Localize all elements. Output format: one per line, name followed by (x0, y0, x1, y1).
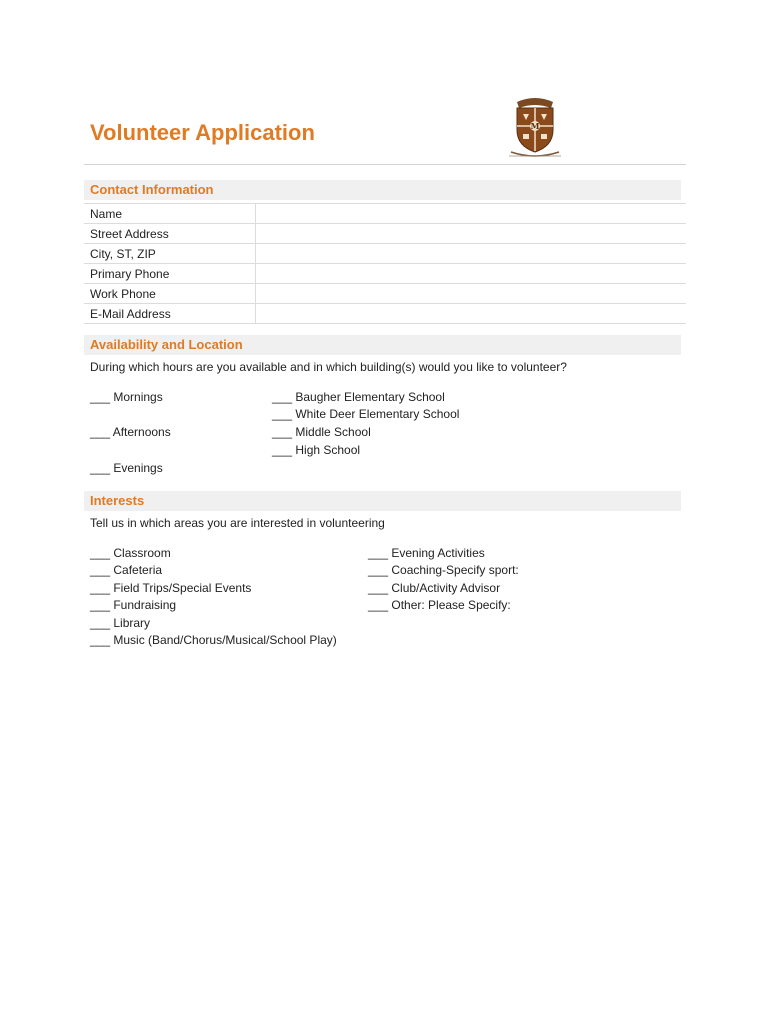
building-option-baugher[interactable]: ___ Baugher Elementary School (272, 390, 445, 404)
table-row (84, 244, 686, 264)
interest-cafeteria[interactable]: ___ Cafeteria (90, 563, 163, 577)
street-address-field[interactable] (256, 224, 687, 244)
school-crest-icon (503, 96, 567, 160)
interest-coaching[interactable]: ___ Coaching-Specify sport: (368, 563, 519, 577)
work-phone-label: Work Phone (84, 284, 256, 304)
table-row (84, 224, 686, 244)
interest-field-trips[interactable]: ___ Field Trips/Special Events (90, 581, 252, 595)
interest-library[interactable]: ___ Library (90, 616, 151, 630)
time-option-evenings[interactable]: ___ Evenings (90, 461, 163, 475)
table-row (84, 204, 686, 224)
interest-fundraising[interactable]: ___ Fundraising (90, 598, 177, 612)
interest-club-advisor[interactable]: ___ Club/Activity Advisor (368, 581, 501, 595)
email-field[interactable] (256, 304, 687, 324)
interests-section-header: Interests (84, 491, 681, 511)
interest-evening-activities[interactable]: ___ Evening Activities (368, 546, 485, 560)
table-row (84, 264, 686, 284)
table-row (84, 304, 686, 324)
city-state-zip-field[interactable] (256, 244, 687, 264)
interest-other[interactable]: ___ Other: Please Specify: (368, 598, 511, 612)
primary-phone-label: Primary Phone (84, 264, 256, 284)
city-state-zip-label: City, ST, ZIP (84, 244, 256, 264)
name-label: Name (84, 204, 256, 224)
interests-prompt: Tell us in which areas you are interested in volunteering (90, 516, 385, 530)
table-row (84, 284, 686, 304)
interest-music[interactable]: ___ Music (Band/Chorus/Musical/School Play) (90, 633, 337, 647)
email-label: E-Mail Address (84, 304, 256, 324)
building-option-high-school[interactable]: ___ High School (272, 443, 361, 457)
name-field[interactable] (256, 204, 687, 224)
crest-letter: M (530, 121, 540, 131)
contact-table (84, 203, 686, 324)
street-address-label: Street Address (84, 224, 256, 244)
availability-section-header: Availability and Location (84, 335, 681, 355)
time-option-mornings[interactable]: ___ Mornings (90, 390, 163, 404)
availability-question: During which hours are you available and in which building(s) would you like to volunteer? (90, 360, 567, 374)
page-title: Volunteer Application (90, 120, 315, 145)
time-option-afternoons[interactable]: ___ Afternoons (90, 425, 171, 439)
building-option-middle-school[interactable]: ___ Middle School (272, 425, 371, 439)
title-divider (84, 164, 686, 165)
work-phone-field[interactable] (256, 284, 687, 304)
interest-classroom[interactable]: ___ Classroom (90, 546, 171, 560)
contact-section-header: Contact Information (84, 180, 681, 200)
primary-phone-field[interactable] (256, 264, 687, 284)
building-option-white-deer[interactable]: ___ White Deer Elementary School (272, 407, 460, 421)
